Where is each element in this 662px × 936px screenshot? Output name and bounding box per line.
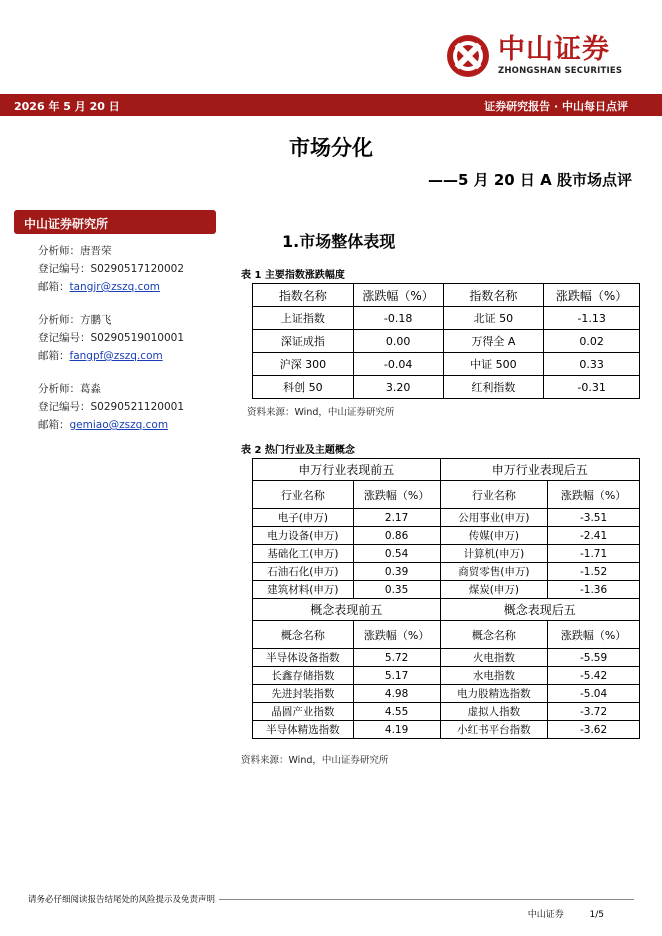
table-cell: 5.17 xyxy=(353,667,440,685)
column-header: 指数名称 xyxy=(443,284,544,307)
table-header-row xyxy=(253,621,640,649)
table-cell: 火电指数 xyxy=(440,649,548,667)
table-cell: 先进封装指数 xyxy=(253,685,354,703)
table-header-row xyxy=(253,284,640,307)
table-cell: 沪深 300 xyxy=(253,353,354,376)
table-row xyxy=(253,581,640,599)
table-cell: 煤炭(申万) xyxy=(440,581,548,599)
table-cell: 计算机(申万) xyxy=(440,545,548,563)
index-table xyxy=(252,283,640,399)
column-header: 涨跌幅（%） xyxy=(544,284,640,307)
table-cell: -1.71 xyxy=(548,545,640,563)
footer-disclaimer: 请务必仔细阅读报告结尾处的风险提示及免责声明 xyxy=(28,893,219,905)
column-header: 概念名称 xyxy=(253,621,354,649)
table-cell: -0.04 xyxy=(353,353,443,376)
table-row xyxy=(253,330,640,353)
footer-info xyxy=(528,907,604,920)
table-cell: 电力股精选指数 xyxy=(440,685,548,703)
sidebar-heading-label: 中山证券研究所 xyxy=(24,217,109,231)
page-title: 市场分化 xyxy=(289,136,373,160)
table-cell: 建筑材料(申万) xyxy=(253,581,354,599)
table-cell: 0.54 xyxy=(353,545,440,563)
analyst-block xyxy=(38,380,184,434)
email-label: 邮箱： xyxy=(38,350,70,362)
analyst-name: 分析师：葛淼 xyxy=(38,383,101,395)
table-cell: 半导体精选指数 xyxy=(253,721,354,739)
table-cell: 北证 50 xyxy=(443,307,544,330)
analyst-email-link[interactable]: gemiao@zszq.com xyxy=(69,419,169,431)
column-header: 行业名称 xyxy=(440,481,548,509)
logo-name-en: ZHONGSHAN SECURITIES xyxy=(498,66,623,76)
table-cell: -0.18 xyxy=(353,307,443,330)
table-row xyxy=(253,685,640,703)
group-header: 概念表现前五 xyxy=(253,599,441,621)
report-date: 2026 年 5 月 20 日 xyxy=(14,100,120,113)
header-bar xyxy=(0,94,662,116)
table2-source: 资料来源：Wind，中山证券研究所 xyxy=(241,755,389,766)
table-group-header-row xyxy=(253,459,640,481)
table-cell: -1.13 xyxy=(544,307,640,330)
table2-caption: 表 2 热门行业及主题概念 xyxy=(241,445,355,456)
sidebar-heading xyxy=(14,210,216,234)
analyst-reg: 登记编号：S0290517120002 xyxy=(38,263,185,275)
table-row xyxy=(253,721,640,739)
column-header: 行业名称 xyxy=(253,481,354,509)
table-row xyxy=(253,307,640,330)
group-header: 申万行业表现后五 xyxy=(440,459,639,481)
table-cell: 5.72 xyxy=(353,649,440,667)
table-row xyxy=(253,563,640,581)
sector-concept-table xyxy=(252,458,640,739)
table-cell: 0.39 xyxy=(353,563,440,581)
table-cell: 4.55 xyxy=(353,703,440,721)
table-cell: -5.42 xyxy=(548,667,640,685)
table-cell: 万得全 A xyxy=(443,330,544,353)
table-row xyxy=(253,649,640,667)
table-cell: 水电指数 xyxy=(440,667,548,685)
analyst-block xyxy=(38,242,184,296)
table-cell: -1.36 xyxy=(548,581,640,599)
logo-name-cn: 中山证券 xyxy=(498,34,610,65)
column-header: 指数名称 xyxy=(253,284,354,307)
table-group-header-row xyxy=(253,599,640,621)
column-header: 涨跌幅（%） xyxy=(353,284,443,307)
page-number: 1/5 xyxy=(589,910,604,920)
page-subtitle: ——5 月 20 日 A 股市场点评 xyxy=(427,171,632,189)
column-header: 涨跌幅（%） xyxy=(548,481,640,509)
footer-company: 中山证券 xyxy=(527,910,564,920)
table-cell: 传媒(申万) xyxy=(440,527,548,545)
table-header-row xyxy=(253,481,640,509)
analyst-name: 分析师：唐晋荣 xyxy=(38,245,112,257)
table-row xyxy=(253,527,640,545)
table-cell: 科创 50 xyxy=(253,376,354,399)
table-cell: 电子(申万) xyxy=(253,509,354,527)
table-cell: 0.33 xyxy=(544,353,640,376)
table-row xyxy=(253,376,640,399)
table-cell: 4.98 xyxy=(353,685,440,703)
table-cell: 深证成指 xyxy=(253,330,354,353)
table-cell: 晶圆产业指数 xyxy=(253,703,354,721)
table-cell: -3.72 xyxy=(548,703,640,721)
table1-source: 资料来源：Wind，中山证券研究所 xyxy=(247,407,395,418)
analyst-email-link[interactable]: fangpf@zszq.com xyxy=(69,350,163,362)
table-cell: -3.62 xyxy=(548,721,640,739)
table-cell: 2.17 xyxy=(353,509,440,527)
table1-caption: 表 1 主要指数涨跌幅度 xyxy=(241,270,345,281)
table-cell: -3.51 xyxy=(548,509,640,527)
column-header: 涨跌幅（%） xyxy=(353,481,440,509)
table-cell: 0.02 xyxy=(544,330,640,353)
table-row xyxy=(253,545,640,563)
company-logo-icon xyxy=(446,34,490,78)
analyst-block xyxy=(38,311,184,365)
table-row xyxy=(253,703,640,721)
table-cell: 商贸零售(申万) xyxy=(440,563,548,581)
table-cell: 0.86 xyxy=(353,527,440,545)
column-header: 概念名称 xyxy=(440,621,548,649)
table-cell: 4.19 xyxy=(353,721,440,739)
email-label: 邮箱： xyxy=(38,281,70,293)
table-cell: 半导体设备指数 xyxy=(253,649,354,667)
table-cell: 公用事业(申万) xyxy=(440,509,548,527)
table-cell: 长鑫存储指数 xyxy=(253,667,354,685)
column-header: 涨跌幅（%） xyxy=(548,621,640,649)
table-row xyxy=(253,509,640,527)
table-row xyxy=(253,667,640,685)
column-header: 涨跌幅（%） xyxy=(353,621,440,649)
analyst-reg: 登记编号：S0290519010001 xyxy=(38,332,185,344)
table-cell: 基础化工(申万) xyxy=(253,545,354,563)
section-title: 1.市场整体表现 xyxy=(282,232,396,251)
table-cell: -2.41 xyxy=(548,527,640,545)
table-cell: 3.20 xyxy=(353,376,443,399)
report-type: 证券研究报告 · 中山每日点评 xyxy=(484,100,628,113)
table-cell: -5.04 xyxy=(548,685,640,703)
table-cell: 中证 500 xyxy=(443,353,544,376)
table-cell: 石油石化(申万) xyxy=(253,563,354,581)
table-cell: 0.00 xyxy=(353,330,443,353)
table-cell: 小红书平台指数 xyxy=(440,721,548,739)
table-cell: -5.59 xyxy=(548,649,640,667)
table-cell: -1.52 xyxy=(548,563,640,581)
table-cell: 红利指数 xyxy=(443,376,544,399)
table-row xyxy=(253,353,640,376)
table-cell: 上证指数 xyxy=(253,307,354,330)
analyst-email-link[interactable]: tangjr@zszq.com xyxy=(69,281,161,293)
group-header: 申万行业表现前五 xyxy=(253,459,441,481)
analyst-name: 分析师：方鹏飞 xyxy=(38,314,112,326)
table-cell: 电力设备(申万) xyxy=(253,527,354,545)
group-header: 概念表现后五 xyxy=(440,599,639,621)
table-cell: 0.35 xyxy=(353,581,440,599)
table-cell: 虚拟人指数 xyxy=(440,703,548,721)
email-label: 邮箱： xyxy=(38,419,70,431)
analyst-reg: 登记编号：S0290521120001 xyxy=(38,401,185,413)
table-cell: -0.31 xyxy=(544,376,640,399)
